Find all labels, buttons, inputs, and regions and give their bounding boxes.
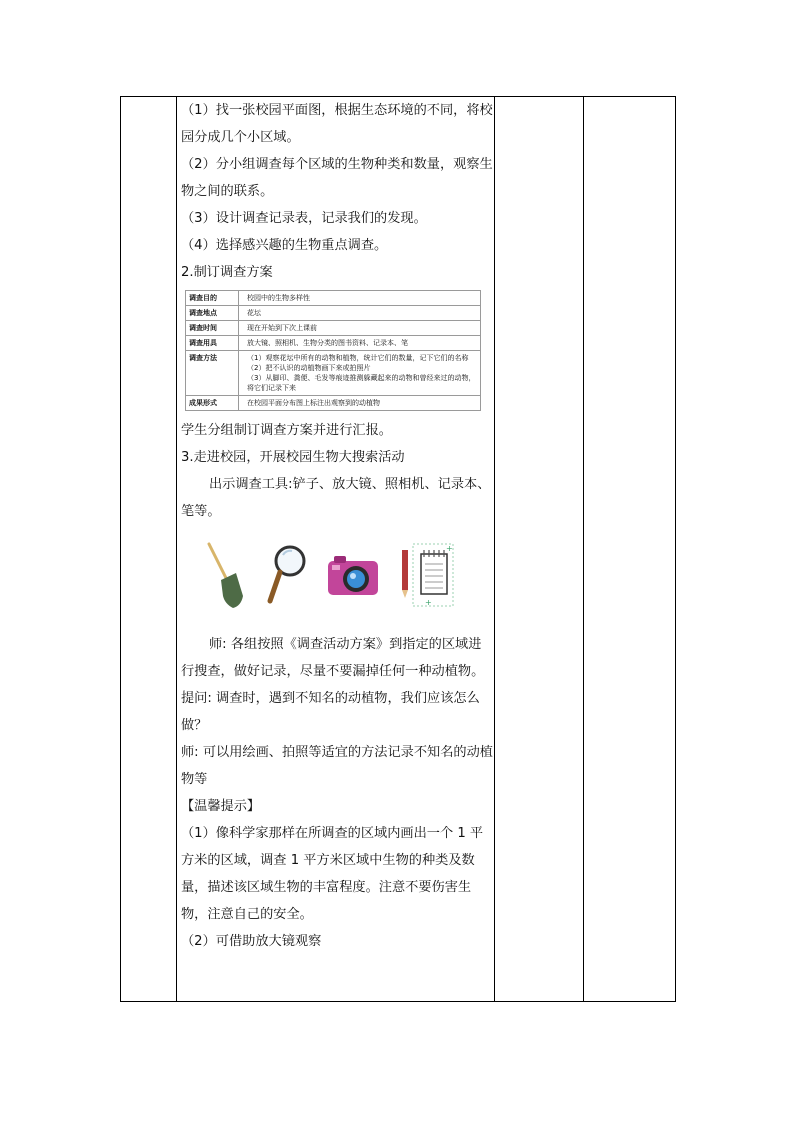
section-2-title: 2.制订调查方案	[181, 265, 273, 280]
survey-value: 花坛	[239, 306, 481, 321]
survey-key: 调查方法	[186, 351, 239, 396]
step-1: （1）找一张校园平面图，根据生态环境的不同，将校园分成几个小区域。	[181, 103, 493, 145]
survey-key: 调查目的	[186, 291, 239, 306]
notebook-pencil-icon	[399, 542, 455, 608]
tools-text: 出示调查工具:铲子、放大镜、照相机、记录本、笔等。	[181, 477, 491, 519]
tip-1: （1）像科学家那样在所调查的区域内画出一个 1 平方米的区域，调查 1 平方米区域中生物的种类及数量，描述该区域生物的丰富程度。注意不要伤害生物，注意自己的安全。	[181, 826, 484, 922]
survey-value: 校园中的生物多样性	[239, 291, 481, 306]
svg-text:+: +	[445, 544, 453, 553]
step-4: （4）选择感兴趣的生物重点调查。	[181, 238, 388, 253]
table-row	[186, 306, 481, 321]
lesson-table	[120, 96, 676, 1002]
table-row	[186, 291, 481, 306]
table-row	[186, 336, 481, 351]
survey-value: 在校园平面分布图上标注出观察到的动植物	[239, 396, 481, 411]
tools-illustration	[203, 537, 455, 613]
column-divider	[176, 97, 177, 1001]
teacher-instruction: 师: 各组按照《调查活动方案》到指定的区域进行搜查，做好记录，尽量不要漏掉任何一种动植物。	[181, 637, 485, 679]
survey-key: 调查地点	[186, 306, 239, 321]
table-row	[186, 321, 481, 336]
survey-key: 成果形式	[186, 396, 239, 411]
camera-icon	[326, 552, 380, 598]
tips-title: 【温馨提示】	[181, 799, 261, 814]
shovel-icon	[203, 540, 247, 610]
teaching-content-cell	[181, 97, 493, 955]
table-row	[186, 396, 481, 411]
section-3-title: 3.走进校园，开展校园生物大搜索活动	[181, 450, 405, 465]
teacher-answer: 师: 可以用绘画、拍照等适宜的方法记录不知名的动植物等	[181, 745, 493, 787]
survey-key: 调查用具	[186, 336, 239, 351]
tip-2: （2）可借助放大镜观察	[181, 934, 322, 949]
question-text: 提问: 调查时，遇到不知名的动植物，我们应该怎么做？	[181, 691, 480, 733]
report-text: 学生分组制订调查方案并进行汇报。	[181, 423, 392, 438]
magnifier-icon	[266, 543, 306, 607]
svg-text:+: +	[424, 598, 432, 607]
survey-plan-table	[185, 290, 481, 411]
table-row	[186, 351, 481, 396]
survey-key: 调查时间	[186, 321, 239, 336]
survey-value: （1）观察花坛中所有的动物和植物，统计它们的数量，记下它们的名称 （2）把不认识的动植物画下来或拍照片 （3）从脚印、粪便、毛发等痕迹推测躲藏起来的动物和曾经来过的动物，将它们记录下来	[239, 351, 481, 396]
column-divider	[583, 97, 584, 1001]
column-divider	[494, 97, 495, 1001]
survey-value: 现在开始到下次上课前	[239, 321, 481, 336]
survey-value: 放大镜、照相机、生物分类的图书资料、记录本、笔	[239, 336, 481, 351]
step-2: （2）分小组调查每个区域的生物种类和数量，观察生物之间的联系。	[181, 157, 493, 199]
step-3: （3）设计调查记录表，记录我们的发现。	[181, 211, 427, 226]
